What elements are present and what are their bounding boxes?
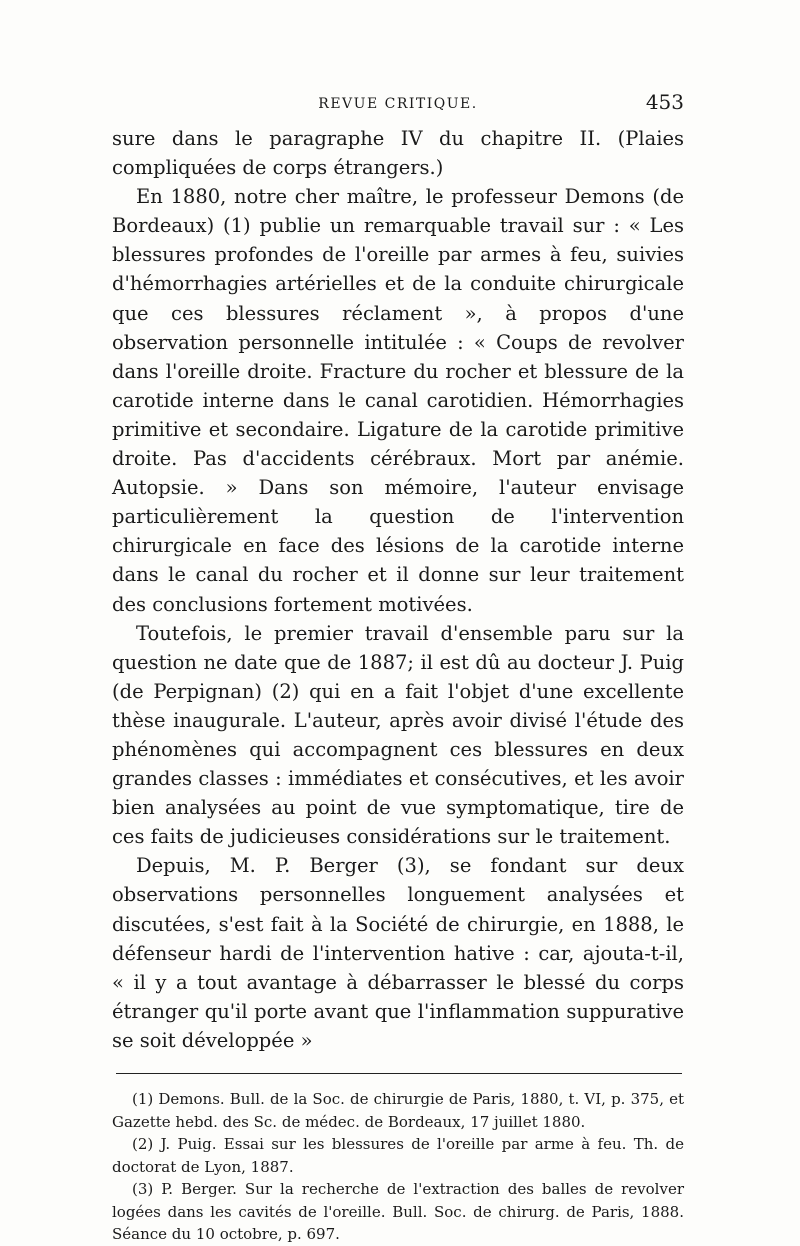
footnote: (3) P. Berger. Sur la recherche de l'extraction des balles de revolver logées dans les cavités de l'oreille. Bull. Soc. de chirurg. de Paris, 1888. Séance du 10 octobre, p. 697. bbox=[112, 1180, 684, 1243]
paragraph: Toutefois, le premier travail d'ensemble paru sur la question ne date que de 1887; il est dû au docteur J. Puig (de Perpignan) (2) qui en a fait l'objet d'une excellente thèse inaugurale. L'auteur, après avoir divisé l'étude des phénomènes qui accompagnent ces blessures en deux grandes classes : immédiates et consécutives, et les avoir bien analysées au point de vue symptomatique, tire de ces faits de judicieuses considérations sur le traitement. bbox=[112, 621, 684, 849]
running-title: REVUE CRITIQUE. bbox=[318, 96, 478, 112]
paragraph-continuation: sure dans le paragraphe IV du chapitre II. (Plaies compliquées de corps étrangers.) bbox=[112, 127, 684, 180]
body-text bbox=[112, 124, 684, 1055]
footnote-divider bbox=[116, 1073, 682, 1074]
page-number: 453 bbox=[645, 90, 684, 114]
paragraph: Depuis, M. P. Berger (3), se fondant sur deux observations personnelles longuement analysées et discutées, s'est fait à la Société de chirurgie, en 1888, le défenseur hardi de l'intervention hative : car, ajouta-t-il, « il y a tout avantage à débarrasser le blessé du corps étranger qu'il porte avant que l'inflammation suppurative se soit développée » bbox=[112, 854, 684, 1052]
running-head bbox=[112, 88, 684, 124]
book-page bbox=[112, 88, 684, 1246]
footnote: (1) Demons. Bull. de la Soc. de chirurgie de Paris, 1880, t. VI, p. 375, et Gazette hebd. des Sc. de médec. de Bordeaux, 17 juillet 1880. bbox=[112, 1090, 684, 1131]
paragraph: En 1880, notre cher maître, le professeur Demons (de Bordeaux) (1) publie un remarquable travail sur : « Les blessures profondes de l'oreille par armes à feu, suivies d'hémorrhagies artérielles et de la conduite chirurgicale que ces blessures réclament », à propos d'une observation personnelle intitulée : « Coups de revolver dans l'oreille droite. Fracture du rocher et blessure de la carotide interne dans le canal carotidien. Hémorrhagies primitive et secondaire. Ligature de la carotide primitive droite. Pas d'accidents cérébraux. Mort par anémie. Autopsie. » Dans son mémoire, l'auteur envisage particulièrement la question de l'intervention chirurgicale en face des lésions de la carotide interne dans le canal du rocher et il donne sur leur traitement des conclusions fortement motivées. bbox=[112, 185, 684, 616]
footnotes bbox=[112, 1088, 684, 1246]
footnote: (2) J. Puig. Essai sur les blessures de l'oreille par arme à feu. Th. de doctorat de Lyon, 1887. bbox=[112, 1135, 684, 1176]
